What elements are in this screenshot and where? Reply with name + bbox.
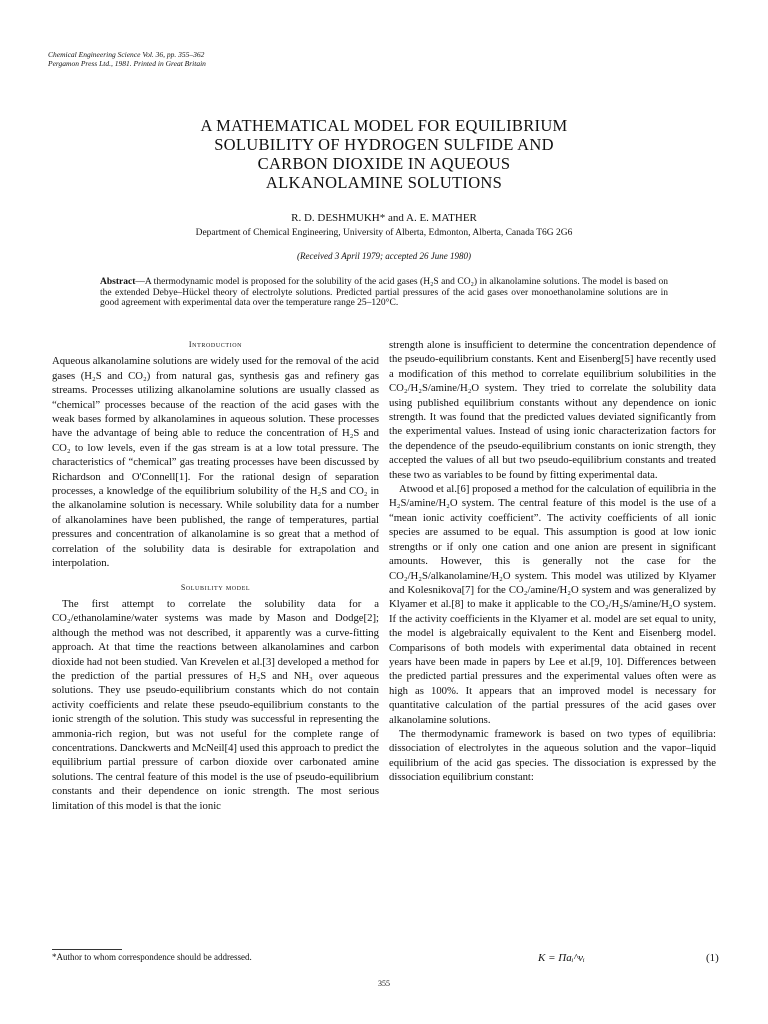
right-paragraph-2: Atwood et al.[6] proposed a method for the calculation of equilibria in the H₂S/amine/H₂O system. The central feature of this model is the use of a “mean ionic activity coefficient”. The activity coefficients of all ionic species are assumed to be equal. This assumption is good at low ionic strengths or if only one cation and one anion are present in significant amounts. However, this is generally not the case for the CO₂/H₂S/alkanolamine/H₂O system. This model was utilized by Klyamer and Kolesnikova[7] for the CO₂/amine/H₂O system and was generalized by Klyamer et al.[8] to make it applicable to the CO₂/H₂S/amine/H₂O system. If the activity coefficients in the Klyamer et al. model are set equal to unity, the model is algebraically equivalent to the Kent and Eisenberg model. Comparisons of both models with experimental data obtained in recent years have been made in papers by Lee et al.[9, 10]. Differences between the predicted partial pressures and the experimental values often were as high as 100%. It appears that an improved model is necessary for quantitative calculation of the partial pressures of the acid gases over alkanolamine solutions. [389,483,716,726]
equation-number: (1) [706,952,719,964]
section-heading-introduction: Introduction [188,340,243,349]
abstract-label: Abstract [100,277,136,287]
paper-title [100,116,668,192]
title-line: ALKANOLAMINE SOLUTIONS [265,173,503,192]
title-line: A MATHEMATICAL MODEL FOR EQUILIBRIUM [200,116,568,135]
title-line: SOLUBILITY OF HYDROGEN SULFIDE AND [214,135,554,154]
equation: K = Πaᵢ^νᵢ [538,952,585,964]
received-dates: (Received 3 April 1979; accepted 26 June 1980) [296,251,472,261]
right-column [389,338,716,785]
right-paragraph-1: strength alone is insufficient to determine the concentration dependence of the pseudo-equilibrium constants. Kent and Eisenberg[5] have recently used a modification of this method to correlate equilibrium solubilities in the CO₂/H₂S/amine/H₂O system. They tried to correlate the solubility data using published equilibrium constants without any dependence on ionic strength. It was found that the predicted values deviated significantly from the experimental values. Instead of using ionic characterization factors for the dependence of the pseudo-equilibrium constants on ionic strength, they accepted the values of all but two pseudo-equilibrium constants and treated these two as variables to be found by fitting experimental data. [389,339,716,481]
intro-paragraph: Aqueous alkanolamine solutions are widely used for the removal of the acid gases (H₂S and CO₂) from natural gas, synthesis gas and refinery gas streams. Processes utilizing alkanolamine solutions are usually classed as “chemical” processes because of the reaction of the acid gases with the weak bases formed by alkanolamines in aqueous solution. These processes have the advantage of being able to reduce the concentration of H₂S and CO₂ to low levels, even if the gas stream is at a low total pressure. The characteristics of “chemical” gas treating processes have been discussed by Richardson and O'Connell[1]. For the rational design of separation processes, a knowledge of the equilibrium solubility of the H₂S and CO₂ in the alkanolamine solution is necessary. While solubility data for a number of alkanolamines have been published, the range of temperatures, partial pressures and concentration of alkanolamine is so great that a method of correlation of the solubility data is desirable for extrapolation and interpolation. [52,355,379,570]
abstract [100,277,668,309]
authors: R. D. DESHMUKH* and A. E. MATHER [291,212,477,224]
model-paragraph: The first attempt to correlate the solubility data for a CO₂/ethanolamine/water systems was made by Mason and Dodge[2]; although the method was not described, it apparently was a curve-fitting approach. At that time the reactions between alkanolamines and carbon dioxide had not been studied. Van Krevelen et al.[3] developed a method for the prediction of the partial pressures of H₂S and NH₃ over aqueous solutions. They use pseudo-equilibrium constants which do not contain activity coefficients and relate these pseudo-equilibrium constants to the ionic strength of the solution. This study was successful in representing the ammonia-rich region, but was not useful for the complete range of concentrations. Danckwerts and McNeil[4] used this approach to predict the equilibrium partial pressure of carbon dioxide over carbonated amine solutions. The central feature of this model is the use of pseudo-equilibrium constants and their dependence on ionic strength. The most serious limitation of this model is that the ionic [52,597,379,812]
section-heading-solubility-model: Solubility model [180,582,251,592]
page-number: 355 [378,979,390,988]
journal-line: Chemical Engineering Science Vol. 36, pp. 355–362 [48,50,205,59]
left-column [52,338,379,813]
title-line: CARBON DIOXIDE IN AQUEOUS [257,154,511,173]
footnote-rule [52,949,122,950]
journal-citation [48,50,206,68]
abstract-text: —A thermodynamic model is proposed for the solubility of the acid gases (H₂S and CO₂) in alkanolamine solutions. The model is based on the extended Debye–Hückel theory of electrolyte solutions. Predicted partial pressures of the acid gases over monoethanolamine solutions are in good agreement with experimental data over the temperature range 25–120°C. [100,277,668,308]
publisher-line: Pergamon Press Ltd., 1981. Printed in Great Britain [48,59,206,68]
affiliation: Department of Chemical Engineering, University of Alberta, Edmonton, Alberta, Canada T6G 2G6 [195,228,573,238]
footnote: *Author to whom correspondence should be addressed. [52,952,252,962]
right-paragraph-3: The thermodynamic framework is based on two types of equilibria: dissociation of electrolytes in the aqueous solution and the vapor–liquid equilibrium of the acid gas species. The dissociation is expressed by the dissociation equilibrium constant: [389,727,716,784]
